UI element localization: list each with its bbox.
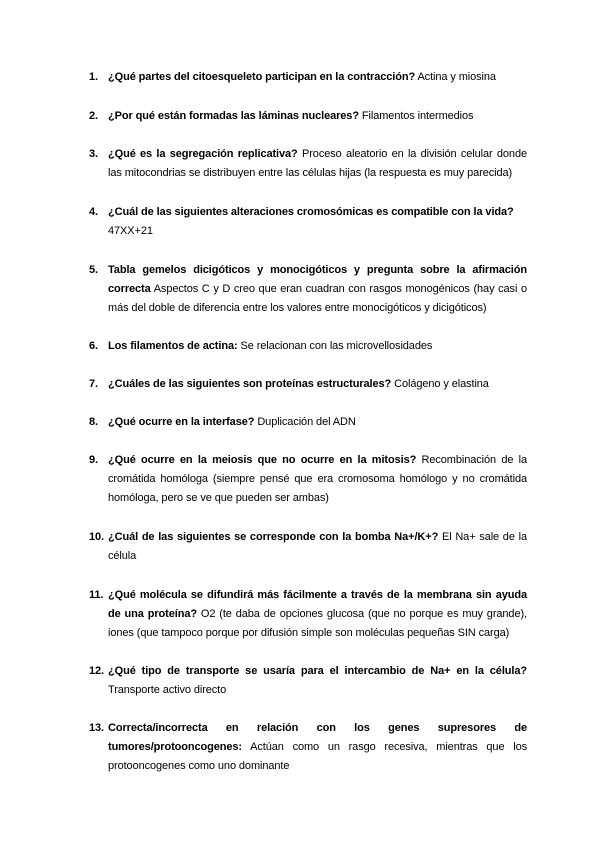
answer-text: Se relacionan con las microvellosidades [240,340,433,352]
question-text: ¿Cuáles de las siguientes son proteínas estructurales? [108,378,392,390]
question-text: Los filamentos de actina: [108,340,238,352]
answer-text: Colágeno y elastina [394,378,489,390]
question-number: 10. [89,531,104,543]
question-item [89,68,527,87]
question-item [89,528,527,566]
answer-text: Proceso aleatorio en la división celular donde las mitocondrias se distribuyen entre las células hijas (la respuesta es muy parecida) [108,148,527,179]
answer-text: O2 (te daba de opciones glucosa (que no porque es muy grande), iones (que tampoco porque por difusión simple son moléculas pequeñas SIN carga) [108,608,527,639]
question-number: 8. [89,416,98,428]
question-item [89,719,527,776]
question-item [89,413,527,432]
question-text: ¿Qué molécula se difundirá más fácilmente a través de la membrana sin ayuda de una proteína? [108,589,527,620]
question-number: 13. [89,722,104,734]
question-item [89,337,527,356]
answer-text: Duplicación del ADN [257,416,356,428]
question-number: 9. [89,454,98,466]
question-number: 3. [89,148,98,160]
question-text: ¿Qué ocurre en la meiosis que no ocurre en la mitosis? [108,454,417,466]
question-number: 4. [89,206,98,218]
question-number: 6. [89,340,98,352]
question-text: ¿Cuál de las siguientes se corresponde con la bomba Na+/K+? [108,531,439,543]
question-text: ¿Qué tipo de transporte se usaría para el intercambio de Na+ en la célula? [108,665,527,677]
question-text: Correcta/incorrecta en relación con los genes supresores de tumores/protooncogenes: [108,722,527,753]
question-item [89,261,527,318]
question-item [89,145,527,183]
question-item [89,107,527,126]
answer-text: Recombinación de la cromátida homóloga (siempre pensé que era cromosoma homólogo y no cromátida homóloga, pero se ve que pueden ser ambas) [108,454,527,504]
question-item [89,451,527,508]
question-text: ¿Qué partes del citoesqueleto participan en la contracción? [108,71,416,83]
question-number: 2. [89,110,98,122]
question-number: 7. [89,378,98,390]
answer-text: Aspectos C y D creo que eran cuadran con rasgos monogénicos (hay casi o más del doble de diferencia entre los valores entre monocigóticos y dicigóticos) [108,283,527,314]
question-number: 11. [89,589,104,601]
question-item [89,375,527,394]
question-item [89,586,527,643]
question-number: 12. [89,665,104,677]
answer-text: Actina y miosina [417,71,496,83]
question-text: ¿Cuál de las siguientes alteraciones cromosómicas es compatible con la vida? [108,206,514,218]
answer-text: Transporte activo directo [108,684,227,696]
answer-text: Filamentos intermedios [361,110,474,122]
question-text: ¿Por qué están formadas las láminas nucleares? [108,110,359,122]
question-text: ¿Qué ocurre en la interfase? [108,416,255,428]
answer-text: Actúan como un rasgo recesiva, mientras que los protooncogenes como uno dominante [108,741,527,772]
question-text: ¿Qué es la segregación replicativa? [108,148,298,160]
answer-text: 47XX+21 [108,225,153,237]
question-number: 1. [89,71,98,83]
question-item [89,203,527,241]
question-text: Tabla gemelos dicigóticos y monocigóticos y pregunta sobre la afirmación correcta [108,264,527,295]
question-number: 5. [89,264,98,276]
answer-text: El Na+ sale de la célula [108,531,527,562]
question-item [89,662,527,700]
